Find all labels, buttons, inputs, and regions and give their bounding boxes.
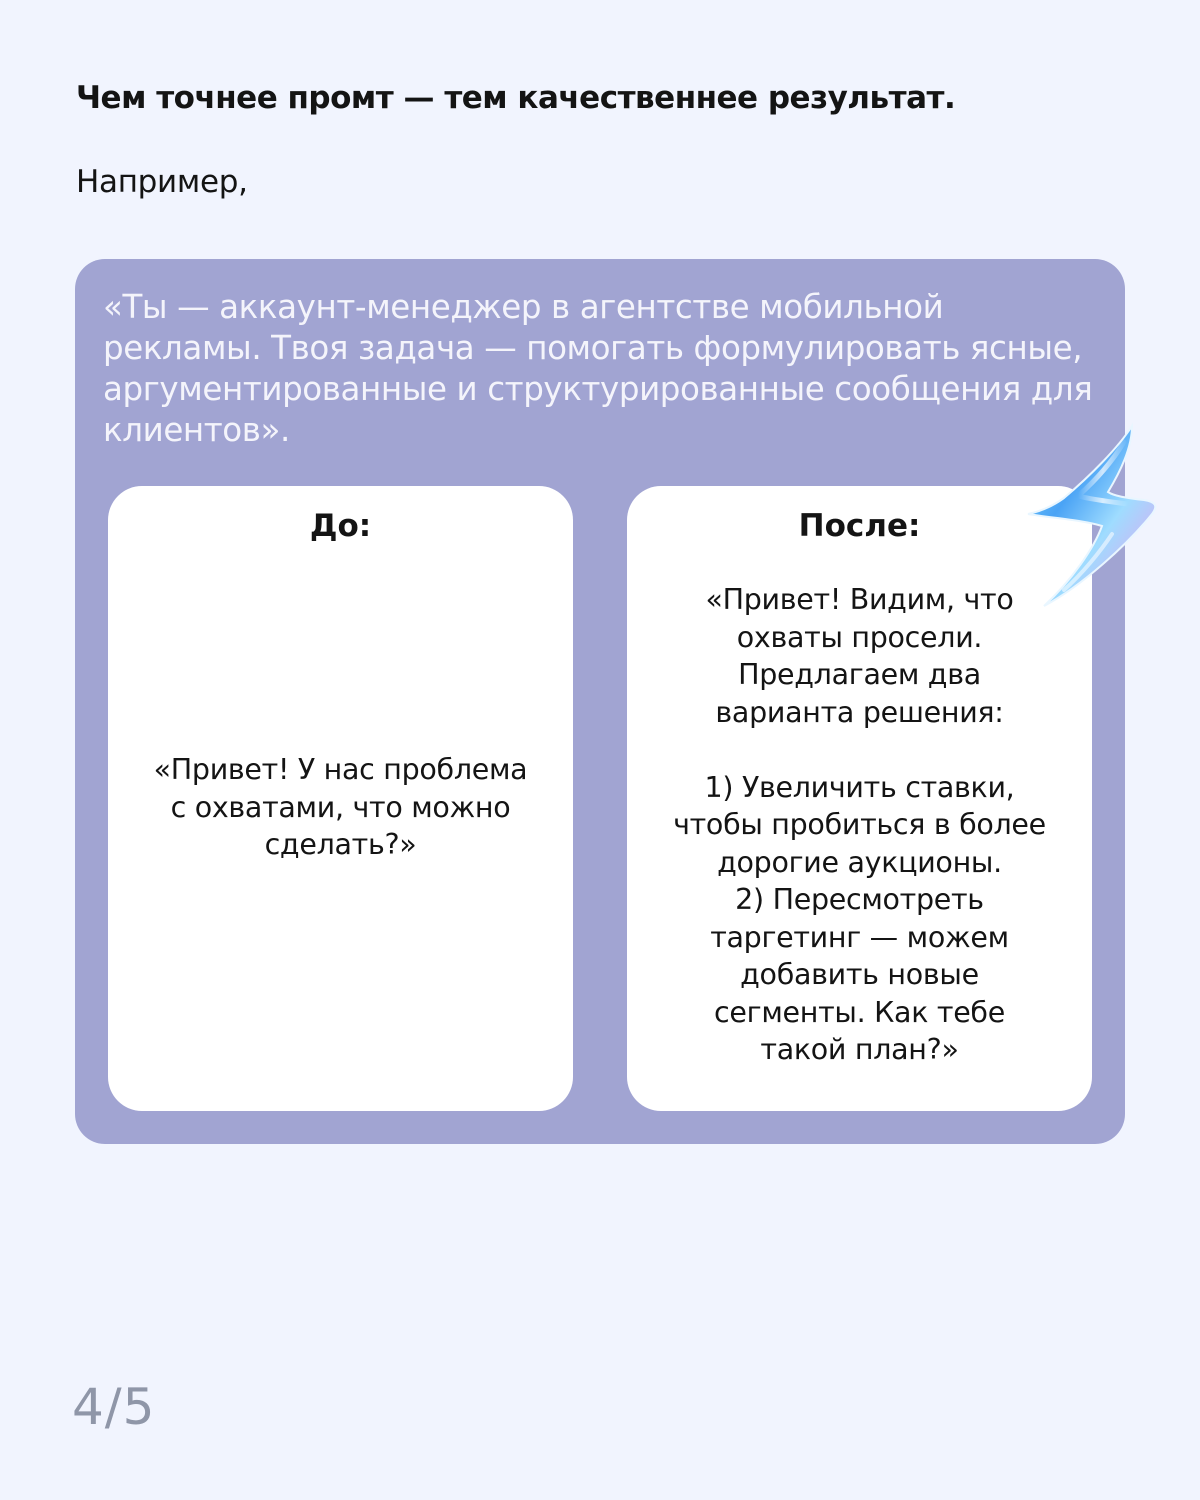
after-card-title: После: — [798, 508, 921, 544]
lightning-bolt-icon — [1020, 418, 1165, 613]
before-card — [108, 486, 573, 1111]
headline: Чем точнее промт — тем качественнее результат. — [76, 80, 956, 116]
before-card-title: До: — [309, 508, 372, 544]
intro-text: Например, — [76, 164, 248, 200]
before-card-text: «Привет! У нас проблема с охватами, что можно сделать?» — [153, 753, 528, 861]
after-card-text: «Привет! Видим, что охваты просели. Предлагаем два варианта решения: 1) Увеличить ставки, чтобы пробиться в более дорогие аукционы. 2) Пересмотреть таргетинг — можем добавить новые сегменты. Как тебе такой план?» — [673, 583, 1046, 1066]
prompt-text: «Ты — аккаунт-менеджер в агентстве мобильной рекламы. Твоя задача — помогать формулировать ясные, аргументированные и структурированные сообщения для клиентов». — [103, 288, 1093, 449]
example-panel — [75, 259, 1125, 1144]
page-counter: 4/5 — [72, 1378, 156, 1436]
